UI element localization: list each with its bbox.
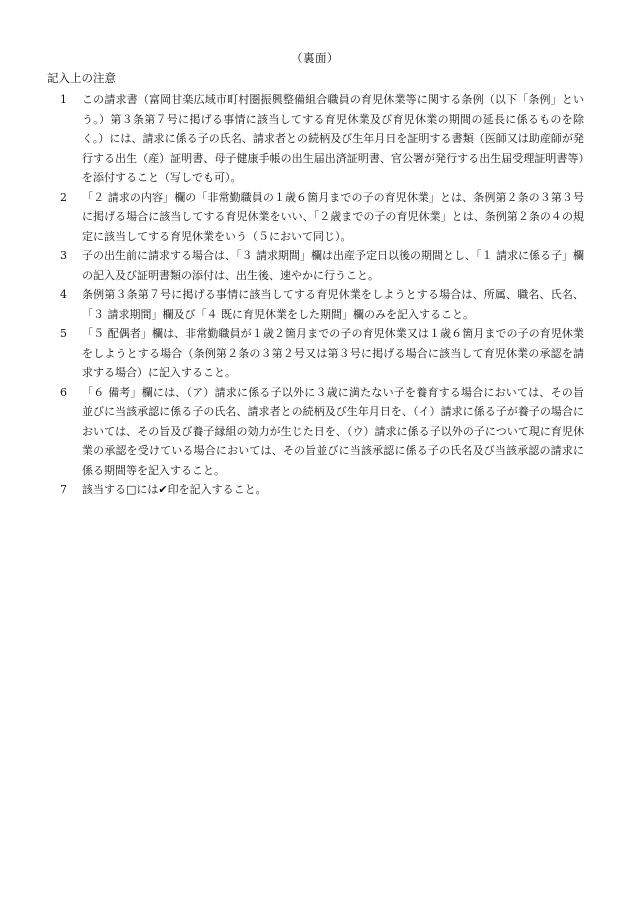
note-number: 6 <box>60 385 67 399</box>
note-item <box>60 246 584 285</box>
note-number: 3 <box>60 249 67 262</box>
note-number: 4 <box>60 288 67 301</box>
note-number: 7 <box>60 483 67 496</box>
note-item <box>60 480 584 500</box>
note-text: この請求書（富岡甘楽広域市町村圏振興整備組合職員の育児休業等に関する条例（以下「条例」という。）第３条第７号に掲げる事情に該当してする育児休業及び育児休業の期間の延長に係るものを除く。）には、請求に係る子の氏名、請求者との続柄及び生年月日を証明する書類（医師又は助産師が発行する出生（産）証明書、母子健康手帳の出生届出済証明書、官公署が発行する出生届受理証明書等）を添付すること（写しでも可）。 <box>82 93 584 184</box>
note-number: 1 <box>60 93 67 106</box>
note-text: 条例第３条第７号に掲げる事情に該当してする育児休業をしようとする場合は、所属、職名、氏名、「３ 請求期間」欄及び「４ 既に育児休業をした期間」欄のみを記入すること。 <box>82 288 584 321</box>
note-item <box>60 285 584 324</box>
note-item <box>60 188 584 247</box>
note-item <box>60 324 584 383</box>
note-item <box>60 90 584 188</box>
note-text: 該当する□には✔印を記入すること。 <box>82 483 267 496</box>
note-text: 「６ 備考」欄には、（ア）請求に係る子以外に３歳に満たない子を養育する場合においては、その旨並びに当該承認に係る子の氏名、請求者との続柄及び生年月日を、（イ）請求に係る子が養子の場合においては、その旨及び養子縁組の効力が生じた日を、（ウ）請求に係る子以外の子について現に育児休業の承認を受けている場合においては、その旨並びに当該承認に係る子の氏名及び当該承認の請求に係る期間等を記入すること。 <box>82 385 584 477</box>
note-text: 「５ 配偶者」欄は、非常勤職員が１歳２箇月までの子の育児休業又は１歳６箇月までの子の育児休業をしようとする場合（条例第２条の３第２号又は第３号に掲げる場合に該当して育児休業の承認を請求する場合）に記入すること。 <box>82 327 584 379</box>
note-text: 子の出生前に請求する場合は、「３ 請求期間」欄は出産予定日以後の期間とし、「１ 請求に係る子」欄の記入及び証明書類の添付は、出生後、速やかに行うこと。 <box>82 249 584 282</box>
page-title: （裏面） <box>291 51 339 65</box>
note-number: 5 <box>60 327 67 340</box>
notes-list <box>60 90 584 500</box>
notes-heading: 記入上の注意 <box>47 71 116 85</box>
note-number: 2 <box>60 190 67 204</box>
note-text: 「２ 請求の内容」欄の「非常勤職員の１歳６箇月までの子の育児休業」とは、条例第２条の３第３号に掲げる場合に該当してする育児休業をいい、「２歳までの子の育児休業」とは、条例第２条の４の規定に該当してする育児休業をいう（５において同じ）。 <box>82 190 584 243</box>
note-item <box>60 383 584 481</box>
